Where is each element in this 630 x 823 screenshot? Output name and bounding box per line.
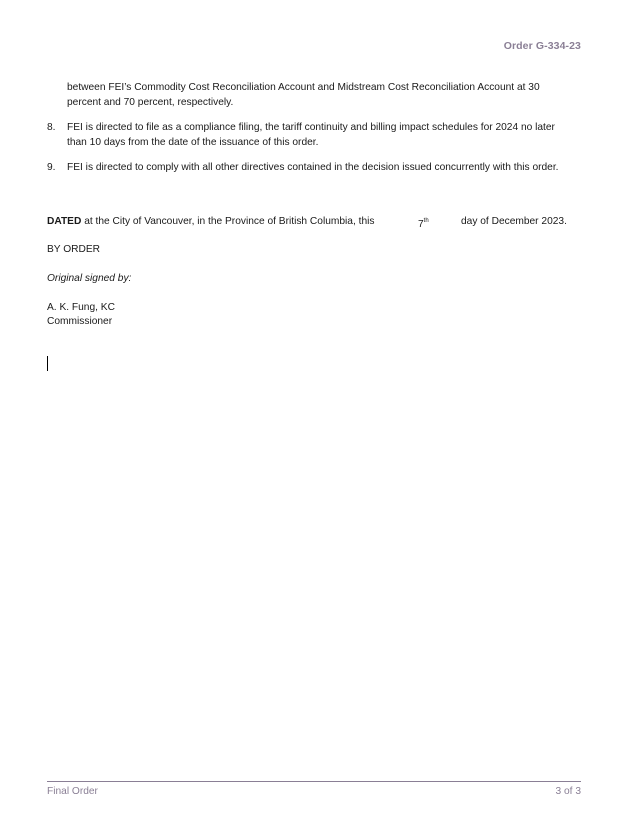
dated-text: at the City of Vancouver, in the Province of British Columbia, this [84,216,375,227]
footer-label: Final Order [47,786,98,797]
order-reference: Order G-334-23 [503,40,581,52]
item-number: 8. [47,122,56,133]
signed-note: Original signed by: [47,273,132,284]
continuation-paragraph: between FEI’s Commodity Cost Reconciliation Account and Midstream Cost Reconciliation Account at 30 percent and 70 percent, respectively. [67,82,540,108]
footer-divider [47,781,581,782]
page-number: 3 of 3 [555,786,581,797]
signatory-title: Commissioner [47,316,113,327]
item-text: FEI is directed to file as a compliance filing, the tariff continuity and billing impact schedules for 2024 no later than 10 days from the date of the issuance of this order. [67,122,555,148]
dated-label: DATED [47,216,82,227]
text-cursor[interactable] [47,356,48,371]
item-text: FEI is directed to comply with all other directives contained in the decision issued concurrently with this order. [67,162,559,173]
dated-month-year: day of December 2023. [461,216,567,227]
day-suffix: th [423,218,429,224]
by-order-label: BY ORDER [47,244,101,255]
item-number: 9. [47,162,56,173]
dated-day [418,214,429,232]
signatory-name: A. K. Fung, KC [47,302,115,313]
dated-line [47,214,587,229]
day-number: 7 [418,219,424,230]
